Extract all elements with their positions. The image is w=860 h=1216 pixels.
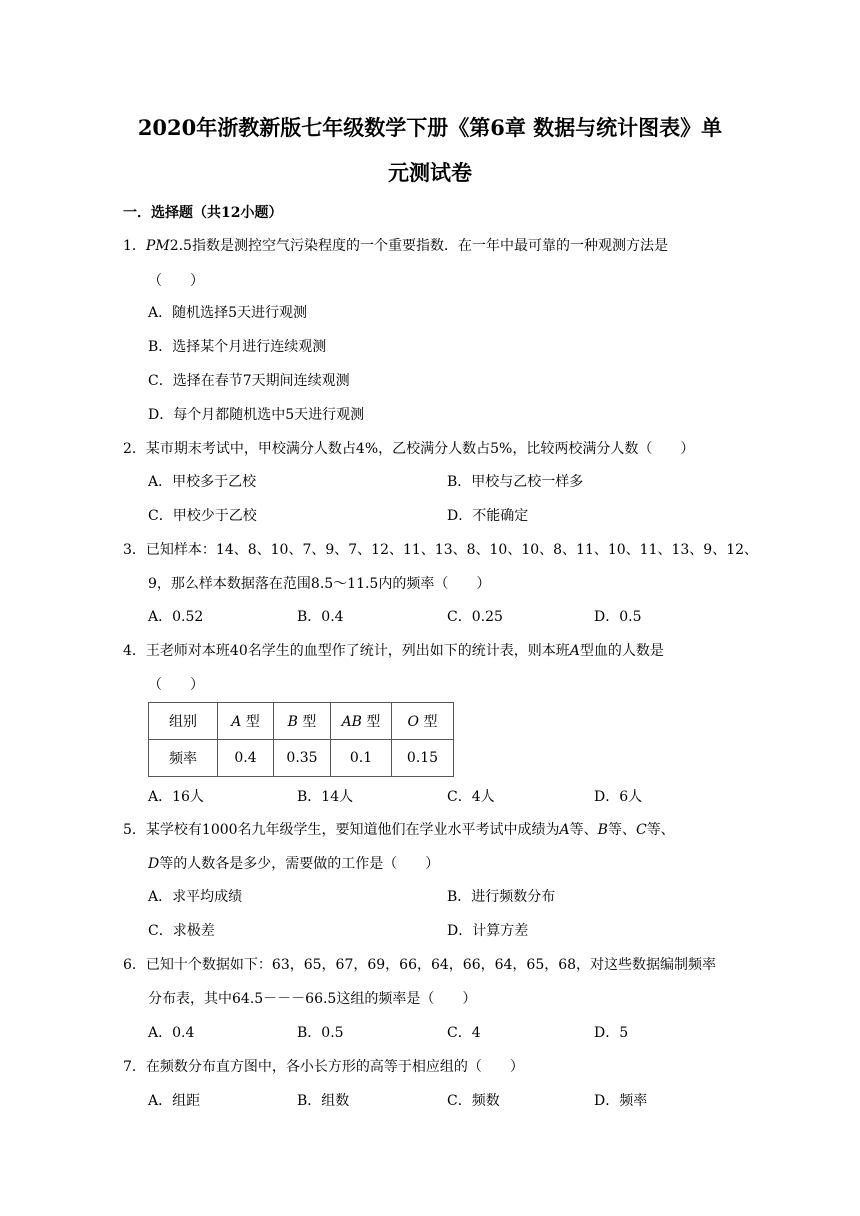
q2-option-c: C．甲校少于乙校 xyxy=(148,508,257,524)
q4-text-pre: 4．王老师对本班40名学生的血型作了统计，列出如下的统计表，则本班 xyxy=(123,643,570,659)
q3-option-a: A．0.52 xyxy=(148,609,204,625)
q5-option-c: C．求极差 xyxy=(148,923,215,939)
q7-option-c: C．频数 xyxy=(447,1093,500,1109)
q5-option-a: A．求平均成绩 xyxy=(148,889,243,905)
blood-type-table xyxy=(148,702,454,777)
q1-option-c: C．选择在春节7天期间连续观测 xyxy=(148,373,350,389)
q1-text: 2.5指数是测控空气污染程度的一个重要指数．在一年中最可靠的一种观测方法是 xyxy=(169,238,668,254)
q4-a: A xyxy=(569,643,580,659)
question-6-line-2: 分布表，其中64.5－－－66.5这组的频率是（ ） xyxy=(148,991,477,1007)
q6-option-a: A．0.4 xyxy=(148,1025,195,1041)
q4-option-a: A．16人 xyxy=(148,789,204,805)
q2-option-a: A．甲校多于乙校 xyxy=(148,474,257,490)
q3-option-b: B．0.4 xyxy=(297,609,344,625)
q5-option-d: D．计算方差 xyxy=(447,923,529,939)
row-label: 频率 xyxy=(149,740,218,777)
value-o: 0.15 xyxy=(392,740,454,777)
q2-option-d: D．不能确定 xyxy=(447,508,529,524)
question-1 xyxy=(123,237,668,255)
q5-option-b: B．进行频数分布 xyxy=(447,889,556,905)
q4-option-c: C．4人 xyxy=(447,789,495,805)
q7-option-d: D．频率 xyxy=(594,1093,648,1109)
q3-option-c: C．0.25 xyxy=(447,609,503,625)
q4-option-d: D．6人 xyxy=(594,789,643,805)
question-6-line-1: 6．已知十个数据如下：63，65，67，69，66，64，66，64，65，68，对这些数据编制频率 xyxy=(123,957,717,973)
q6-option-c: C．4 xyxy=(447,1025,481,1041)
table-row xyxy=(149,740,454,777)
question-5-line-1: 5．某学校有1000名九年级学生，要知道他们在学业水平考试中成绩为A等、B等、C等、 xyxy=(123,822,675,838)
question-3-line-2: 9，那么样本数据落在范围8.5～11.5内的频率（ ） xyxy=(148,576,491,592)
q1-option-a: A．随机选择5天进行观测 xyxy=(148,305,308,321)
section-heading: 一．选择题（共12小题） xyxy=(123,205,283,221)
q7-option-b: B．组数 xyxy=(297,1093,350,1109)
question-2: 2．某市期末考试中，甲校满分人数占4%，乙校满分人数占5%，比较两校满分人数（ ） xyxy=(123,441,695,457)
q1-option-b: B．选择某个月进行连续观测 xyxy=(148,339,327,355)
title-line-2: 元测试卷 xyxy=(388,160,472,185)
header-b: B 型 xyxy=(274,703,331,740)
q3-option-d: D．0.5 xyxy=(594,609,642,625)
q2-option-b: B．甲校与乙校一样多 xyxy=(447,474,584,490)
header-group: 组别 xyxy=(149,703,218,740)
question-5-line-2: D等的人数各是多少，需要做的工作是（ ） xyxy=(148,856,440,872)
q1-option-d: D．每个月都随机选中5天进行观测 xyxy=(148,407,365,423)
value-b: 0.35 xyxy=(274,740,331,777)
header-ab: AB 型 xyxy=(331,703,392,740)
question-7: 7．在频数分布直方图中，各小长方形的高等于相应组的（ ） xyxy=(123,1059,524,1075)
q1-number: 1． xyxy=(123,238,146,254)
table-header-row xyxy=(149,703,454,740)
title-line-1: 2020年浙教新版七年级数学下册《第6章 数据与统计图表》单 xyxy=(137,115,723,140)
q4-option-b: B．14人 xyxy=(297,789,354,805)
q4-paren: （ ） xyxy=(148,677,204,693)
value-a: 0.4 xyxy=(218,740,274,777)
q7-option-a: A．组距 xyxy=(148,1093,201,1109)
q6-option-d: D．5 xyxy=(594,1025,629,1041)
header-a: A 型 xyxy=(218,703,274,740)
q1-pm: PM xyxy=(145,238,170,254)
question-3-line-1: 3．已知样本：14、8、10、7、9、7、12、11、13、8、10、10、8、11、10、11、13、9、12、 xyxy=(123,542,759,558)
question-4 xyxy=(123,642,664,660)
value-ab: 0.1 xyxy=(331,740,392,777)
q1-paren: （ ） xyxy=(148,273,204,289)
q4-text-post: 型血的人数是 xyxy=(579,643,664,659)
header-o: O 型 xyxy=(392,703,454,740)
q6-option-b: B．0.5 xyxy=(297,1025,344,1041)
